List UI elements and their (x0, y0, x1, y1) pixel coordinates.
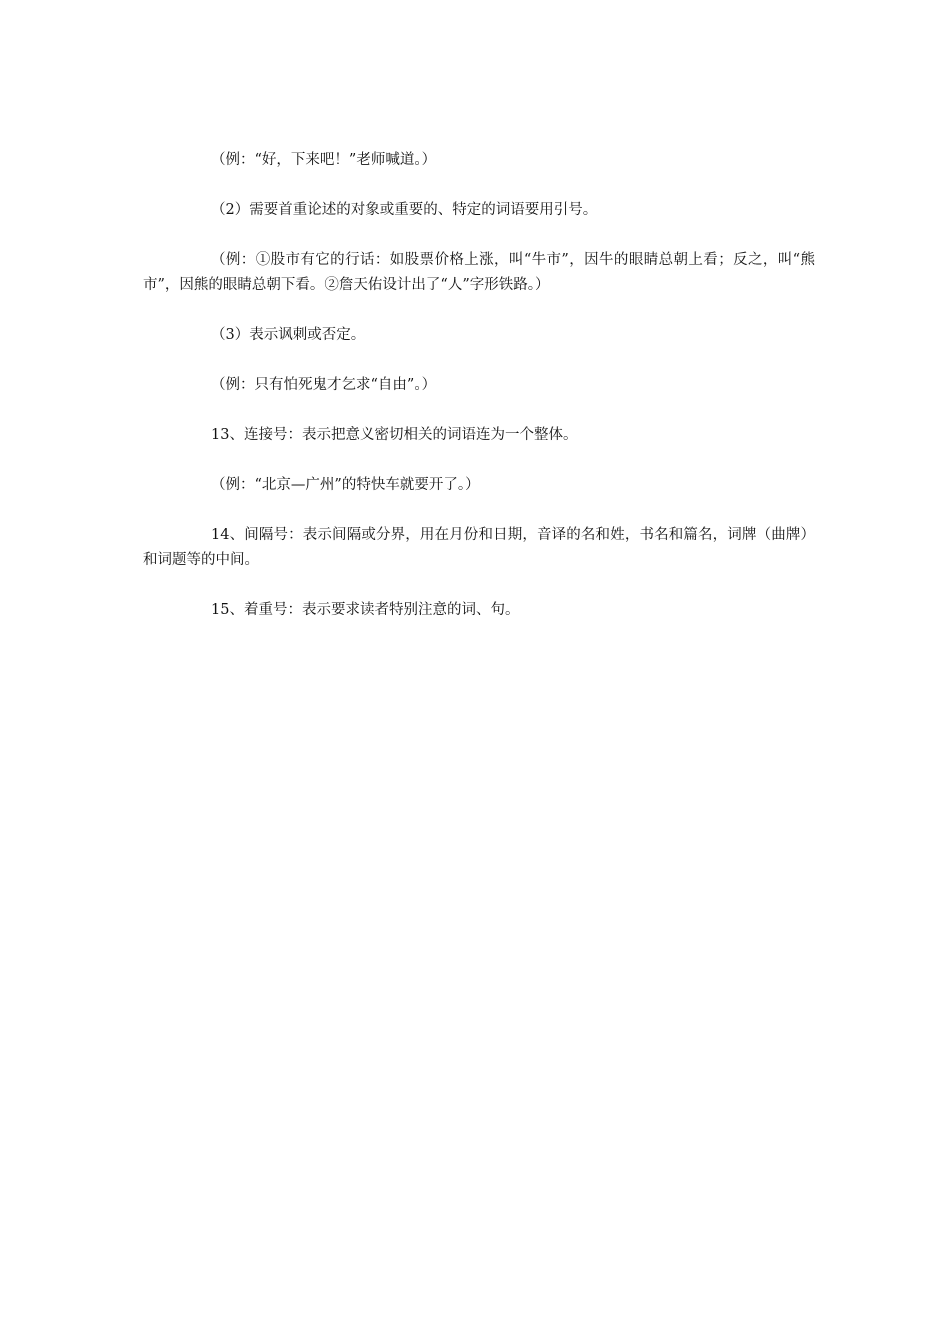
paragraph-rule-3: （3）表示讽刺或否定。 (211, 327, 366, 343)
paragraph-example-train: （例：“北京—广州”的特快车就要开了。） (211, 477, 480, 493)
document-body (143, 148, 815, 648)
paragraph-example-quote: （例：“好，下来吧！”老师喊道。） (211, 152, 437, 168)
paragraph-item-15: 15、着重号：表示要求读者特别注意的词、句。 (211, 602, 520, 618)
paragraph-rule-2: （2）需要首重论述的对象或重要的、特定的词语要用引号。 (211, 202, 598, 218)
paragraph-example-freedom: （例：只有怕死鬼才乞求“自由”。） (211, 377, 437, 393)
paragraph-item-13: 13、连接号：表示把意义密切相关的词语连为一个整体。 (211, 427, 578, 443)
paragraph-example-stock: （例：①股市有它的行话：如股票价格上涨，叫“牛市”，因牛的眼睛总朝上看；反之，叫“熊市”，因熊的眼睛总朝下看。②詹天佑设计出了“人”字形铁路。） (143, 252, 815, 293)
paragraph-item-14: 14、间隔号：表示间隔或分界，用在月份和日期，音译的名和姓，书名和篇名，词牌（曲牌）和词题等的中间。 (143, 527, 815, 568)
